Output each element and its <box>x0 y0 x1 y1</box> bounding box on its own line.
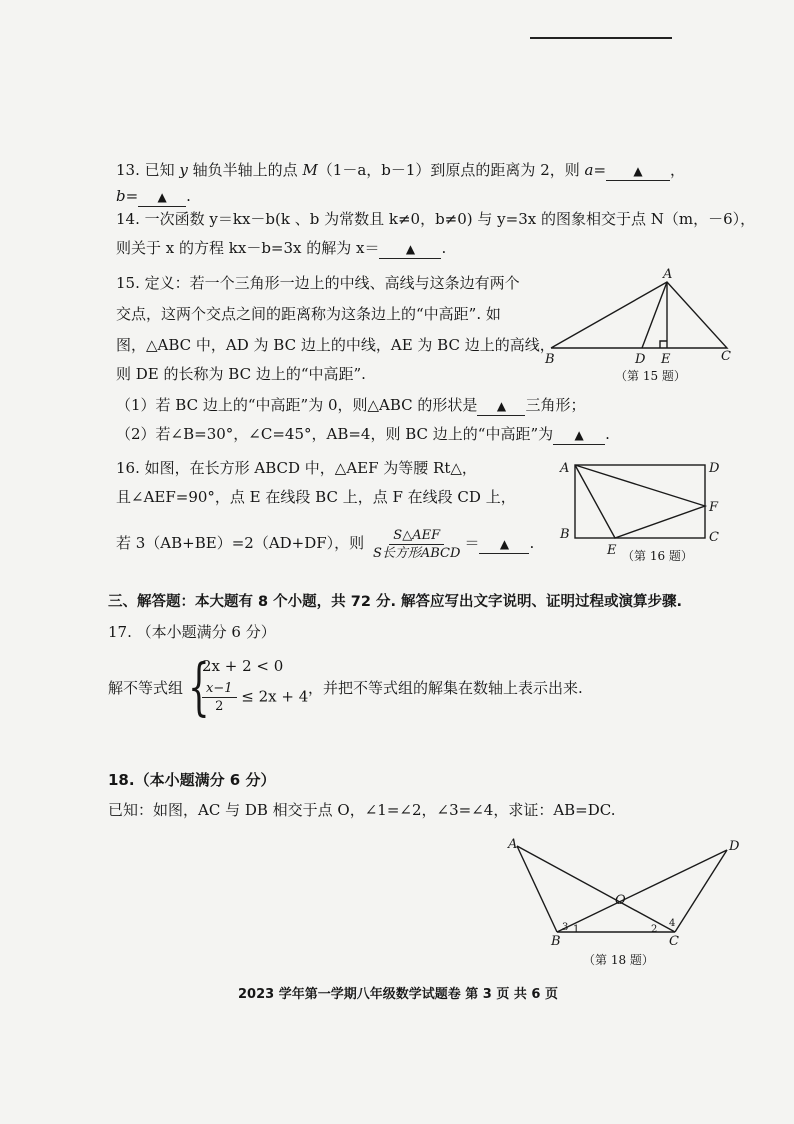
q13-line1 <box>116 160 685 181</box>
q18-segment-ac <box>517 846 675 932</box>
q15-sub2 <box>116 424 610 445</box>
q16-eq: ＝ <box>464 534 480 552</box>
q15-line1: 15. 定义：若一个三角形一边上的中线、高线与这条边有两个 <box>116 274 520 292</box>
q16-label-b: B <box>560 527 570 542</box>
q15-label-a: A <box>663 267 673 282</box>
q13-a-eq: a= <box>584 161 607 179</box>
q16-answer-blank[interactable] <box>479 535 529 554</box>
triangle-icon: ▲ <box>574 428 584 442</box>
q15-sub2-blank[interactable] <box>553 426 605 445</box>
q15-sub1-post: 三角形； <box>525 396 586 414</box>
triangle-icon: ▲ <box>405 242 416 256</box>
q15-label-c: C <box>721 349 731 364</box>
q17-brace: { <box>188 650 210 723</box>
triangle-icon: ▲ <box>633 164 643 178</box>
q17-post: ，并把不等式组的解集在数轴上表示出来. <box>308 679 583 697</box>
q13-var-y: y <box>179 161 188 179</box>
q17-ineq2-frac <box>202 680 237 715</box>
q13-b-eq: b= <box>116 187 139 205</box>
q15-sub2-text: （2）若∠B=30°，∠C=45°，AB=4，则 BC 边上的“中高距”为 <box>116 425 554 443</box>
q15-line2: 交点，这两个交点之间的距离称为这条边上的“中高距”. 如 <box>116 305 501 323</box>
q18-figure <box>505 836 745 971</box>
q17-frac-num: x−1 <box>202 680 237 698</box>
q16-triangle-aef <box>575 465 705 538</box>
section3-heading: 三、解答题：本大题有 8 个小题，共 72 分. 解答应写出文字说明、证明过程或演算步骤. <box>108 594 683 610</box>
q15-sub2-post: . <box>605 425 610 443</box>
q16-label-f: F <box>709 500 719 515</box>
q16-label-d: D <box>709 461 720 476</box>
q17-title: 17. （本小题满分 6 分） <box>108 623 276 641</box>
q17-pre: 解不等式组 <box>108 679 184 697</box>
q16-figure <box>556 456 746 564</box>
q17-ineq2-rest: ≤ 2x + 4 <box>241 687 309 706</box>
q18-segment-ab <box>517 846 557 932</box>
q15-label-b: B <box>545 352 555 367</box>
q18-label-d: D <box>729 839 740 854</box>
q15-right-angle-mark <box>660 341 667 348</box>
q13-period: . <box>186 187 191 205</box>
q17-frac-den: 2 <box>215 699 224 714</box>
q16-label-a: A <box>560 461 570 476</box>
q15-sub1-blank[interactable] <box>477 397 525 416</box>
q18-angle-1: 1 <box>573 924 580 935</box>
q18-title: 18.（本小题满分 6 分） <box>108 771 276 789</box>
q16-frac-num: S△AEF <box>389 527 444 545</box>
q14-line1: 14. 一次函数 y＝kx－b(k 、b 为常数且 k≠0，b≠0) 与 y=3x 的图象相交于点 N（m，－6）， <box>116 210 756 228</box>
q13-answer-a-blank[interactable] <box>606 162 670 181</box>
q18-label-o: O <box>615 893 626 908</box>
q16-label-e: E <box>607 543 617 558</box>
q15-sub1 <box>116 395 585 416</box>
q15-line4: 则 DE 的长称为 BC 边上的“中高距”. <box>116 365 366 383</box>
q13-comma: ， <box>670 161 686 179</box>
q13-text: 13. 已知 <box>116 161 180 179</box>
q18-angle-2: 2 <box>651 924 658 935</box>
q15-caption: （第 15 题） <box>615 369 686 383</box>
q15-label-d: D <box>635 352 646 367</box>
triangle-icon: ▲ <box>499 537 510 551</box>
q18-label-a: A <box>508 837 518 852</box>
q18-text: 已知：如图，AC 与 DB 相交于点 O，∠1=∠2，∠3=∠4，求证：AB=DC. <box>108 801 616 819</box>
q15-sub1-text: （1）若 BC 边上的“中高距”为 0，则△ABC 的形状是 <box>116 396 478 414</box>
q13-point-m: M <box>302 161 318 179</box>
triangle-icon: ▲ <box>496 399 507 413</box>
q13-line2 <box>116 186 191 207</box>
q15-median-ad <box>642 282 667 348</box>
q14-period: . <box>441 239 447 257</box>
q16-line3 <box>116 524 534 562</box>
q13-answer-b-blank[interactable] <box>138 188 186 207</box>
q16-period: . <box>529 534 535 552</box>
q15-figure <box>545 268 745 383</box>
q15-line3: 图，△ABC 中，AD 为 BC 边上的中线，AE 为 BC 边上的高线， <box>116 336 555 354</box>
q14-answer-blank[interactable] <box>379 240 441 259</box>
header-rule <box>530 37 672 39</box>
q15-triangle-abc <box>551 282 727 348</box>
q13-coords: （1－a，b－1）到原点的距离为 2，则 <box>317 161 585 179</box>
q16-area-ratio <box>369 527 464 562</box>
q16-line1: 16. 如图，在长方形 ABCD 中，△AEF 为等腰 Rt△， <box>116 459 477 477</box>
q16-line2: 且∠AEF=90°，点 E 在线段 BC 上，点 F 在线段 CD 上， <box>116 488 516 506</box>
q16-text: 若 3（AB+BE）=2（AD+DF），则 <box>116 534 365 552</box>
q17-ineq1: 2x + 2 < 0 <box>202 657 284 675</box>
q18-label-b: B <box>551 934 561 949</box>
q18-angle-3: 3 <box>562 922 569 933</box>
q18-caption: （第 18 题） <box>583 953 654 967</box>
q14-text: 则关于 x 的方程 kx－b=3x 的解为 x＝ <box>116 239 380 257</box>
q18-label-c: C <box>669 934 679 949</box>
q16-label-c: C <box>709 530 719 545</box>
q17-ineq2 <box>202 680 308 715</box>
q16-caption: （第 16 题） <box>622 549 693 563</box>
q16-frac-den: S长方形ABCD <box>372 545 461 561</box>
q13-text-mid: 轴负半轴上的点 <box>187 161 303 179</box>
page-footer: 2023 学年第一学期八年级数学试题卷 第 3 页 共 6 页 <box>238 987 558 1002</box>
q15-label-e: E <box>661 352 671 367</box>
q14-line2 <box>116 238 446 259</box>
q18-angle-4: 4 <box>669 918 676 929</box>
triangle-icon: ▲ <box>157 190 167 204</box>
